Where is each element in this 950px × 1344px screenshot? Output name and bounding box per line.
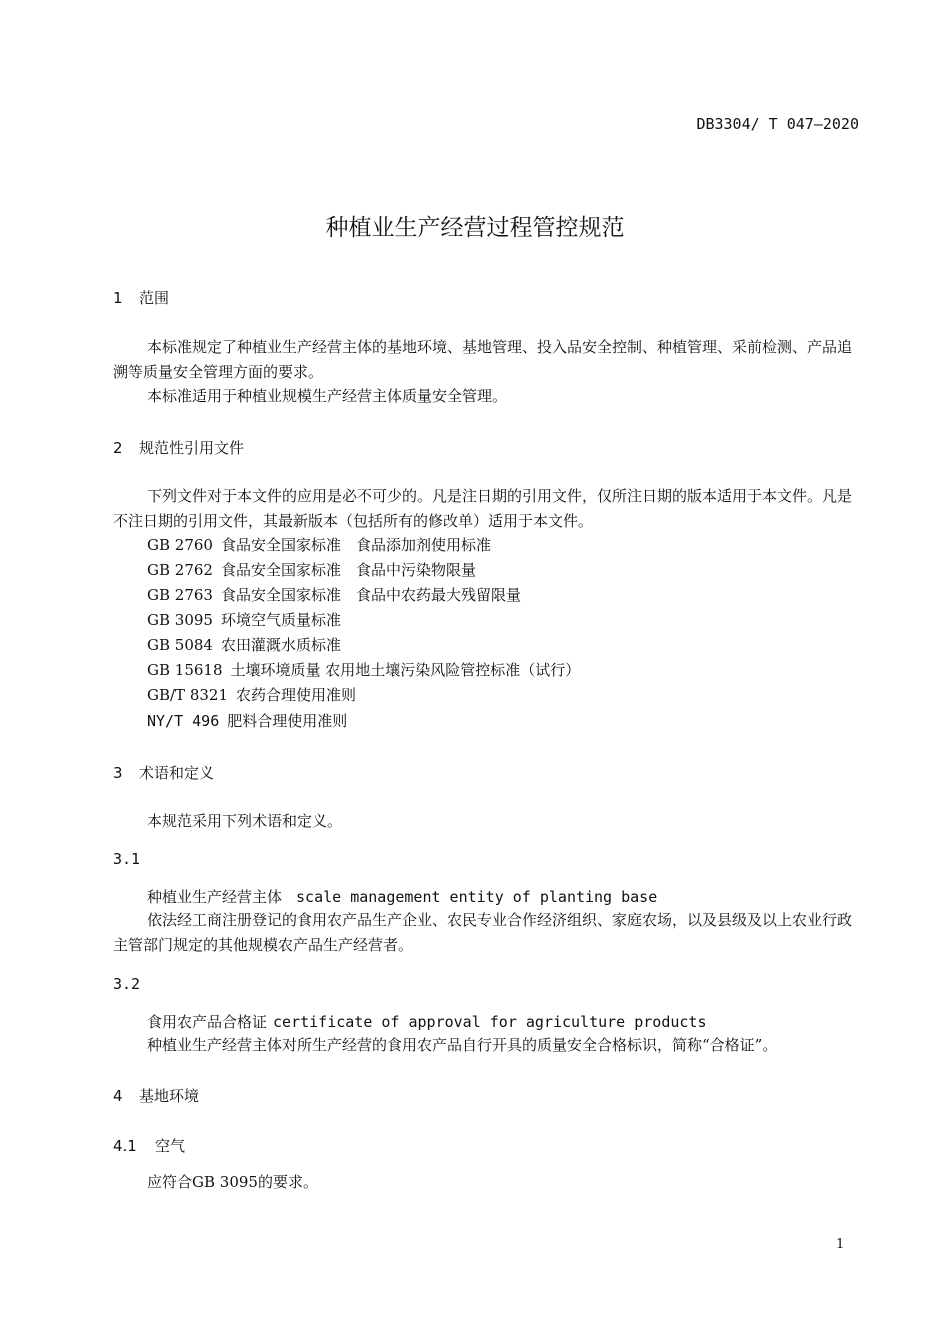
scope-paragraph-1: 本标准规定了种植业生产经营主体的基地环境、基地管理、投入品安全控制、种植管理、采前检测、产品追溯等质量安全管理方面的要求。: [113, 338, 853, 381]
reference-item: [147, 608, 341, 633]
page-number: 1: [836, 1237, 845, 1252]
reference-item: [147, 633, 341, 658]
document-code: DB3304/ T 047—2020: [696, 115, 859, 133]
section-number: 1: [113, 289, 123, 307]
reference-title: 环境空气质量标准: [220, 611, 341, 629]
reference-item: [147, 709, 347, 734]
term-definition: 种植业生产经营主体对所生产经营的食用农产品自行开具的质量安全合格标识，简称“合格证”。: [147, 1036, 778, 1054]
section-number: 2: [113, 439, 123, 457]
references-intro: 下列文件对于本文件的应用是必不可少的。凡是注日期的引用文件，仅所注日期的版本适用于本文件。凡是不注日期的引用文件，其最新版本（包括所有的修改单）适用于本文件。: [113, 487, 853, 530]
term-definition: 依法经工商注册登记的食用农产品生产企业、农民专业合作经济组织、家庭农场，以及县级及以上农业行政主管部门规定的其他规模农产品生产经营者。: [113, 911, 853, 954]
reference-title: 农药合理使用准则: [236, 686, 357, 704]
term-number: 3.2: [113, 975, 141, 993]
reference-item: [147, 558, 476, 583]
subsection-number: 4.1: [113, 1137, 137, 1155]
section-heading-4: [113, 1085, 199, 1106]
term-zh: 食用农产品合格证: [147, 1013, 268, 1031]
reference-title: 肥料合理使用准则: [227, 712, 348, 730]
scope-paragraph-2: 本标准适用于种植业规模生产经营主体质量安全管理。: [147, 387, 508, 405]
reference-title: 食品安全国家标准 食品中污染物限量: [220, 561, 476, 579]
reference-item: [147, 583, 521, 608]
reference-item: [147, 683, 356, 708]
reference-title: 土壤环境质量 农用地土壤污染风险管控标准（试行）: [230, 661, 581, 679]
air-requirement: 应符合GB 3095的要求。: [147, 1173, 318, 1191]
section-title: 基地环境: [139, 1087, 200, 1105]
reference-code: GB 5084: [147, 636, 213, 654]
section-number: 4: [113, 1087, 123, 1105]
reference-title: 食品安全国家标准 食品中农药最大残留限量: [220, 586, 521, 604]
reference-code: GB/T 8321: [147, 686, 229, 704]
reference-item: [147, 533, 491, 558]
term-number: 3.1: [113, 850, 141, 868]
reference-code: NY/T 496: [147, 712, 220, 730]
reference-code: GB 15618: [147, 661, 223, 679]
section-title: 规范性引用文件: [139, 439, 245, 457]
section-heading-3: [113, 762, 214, 783]
subsection-title: 空气: [155, 1137, 186, 1155]
term-heading: [147, 1011, 707, 1032]
subsection-heading-4-1: [113, 1135, 185, 1156]
reference-code: GB 2760: [147, 536, 213, 554]
reference-title: 农田灌溉水质标准: [220, 636, 341, 654]
reference-item: [147, 658, 580, 683]
section-heading-1: [113, 287, 169, 308]
document-title: 种植业生产经营过程管控规范: [325, 215, 625, 241]
reference-title: 食品安全国家标准 食品添加剂使用标准: [220, 536, 491, 554]
term-zh: 种植业生产经营主体: [147, 888, 283, 906]
term-en: certificate of approval for agriculture products: [273, 1013, 707, 1031]
section-title: 术语和定义: [139, 764, 215, 782]
section-number: 3: [113, 764, 123, 782]
reference-code: GB 2762: [147, 561, 213, 579]
reference-code: GB 3095: [147, 611, 213, 629]
terms-intro: 本规范采用下列术语和定义。: [147, 812, 343, 830]
reference-code: GB 2763: [147, 586, 213, 604]
section-heading-2: [113, 437, 244, 458]
term-en: scale management entity of planting base: [296, 888, 658, 906]
term-heading: [147, 886, 657, 907]
section-title: 范围: [139, 289, 170, 307]
